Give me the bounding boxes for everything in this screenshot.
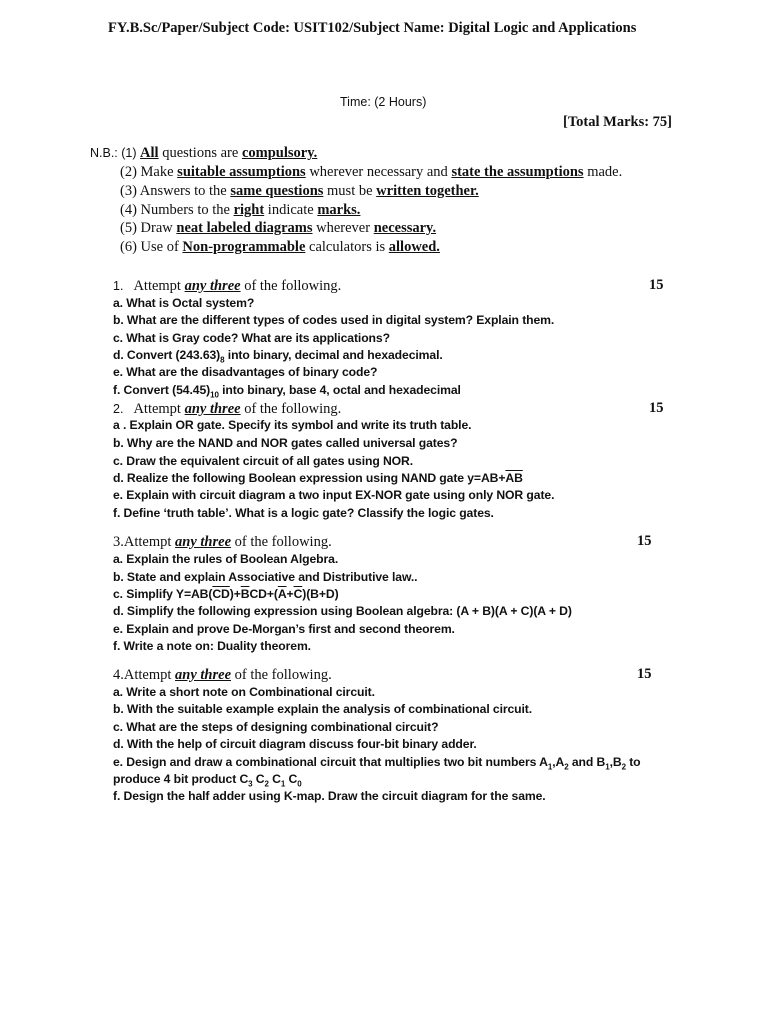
q4-item-a: a. Write a short note on Combinational circuit. xyxy=(113,685,375,699)
q1-item-d: d. Convert $(243.63)_8$ into binary, decimal and hexadecimal. xyxy=(113,348,443,365)
nb-line-5: (5) Draw neat labeled diagrams wherever necessary. xyxy=(120,220,437,236)
nb-line-2: (2) Make suitable assumptions wherever necessary and state the assumptions made. xyxy=(120,164,623,180)
q1-item-a: a. What is Octal system? xyxy=(113,296,255,310)
q4-item-b: b. With the suitable example explain the analysis of combinational circuit. xyxy=(113,702,533,716)
q3-item-d: d. Simplify the following expression using Boolean algebra: (A + B)(A + C)(A + D) xyxy=(113,604,572,618)
q1-heading: 1. Attempt any three of the following. xyxy=(113,278,342,294)
q4-item-f: f. Design the half adder using K-map. Draw the circuit diagram for the same. xyxy=(113,789,546,803)
q3-marks: 15 xyxy=(637,533,652,549)
nb-line-1: N.B.: (1) All questions are compulsory. xyxy=(90,145,318,161)
total-marks: [Total Marks: 75] xyxy=(563,114,673,130)
q3-heading: 3.Attempt any three of the following. xyxy=(113,534,332,550)
paper-title: FY.B.Sc/Paper/Subject Code: USIT102/Subject Name: Digital Logic and Applications xyxy=(108,20,637,36)
nb-line-3: (3) Answers to the same questions must be written together. xyxy=(120,183,479,199)
q2-heading: 2. Attempt any three of the following. xyxy=(113,401,342,417)
exam-time: Time: (2 Hours) xyxy=(340,95,427,109)
q4-item-d: d. With the help of circuit diagram discuss four-bit binary adder. xyxy=(113,737,477,751)
q1-item-f: f. Convert $(54.45)_{10}$ into binary, base 4, octal and hexadecimal xyxy=(113,383,461,400)
q1-item-b: b. What are the different types of codes used in digital system? Explain them. xyxy=(113,313,555,327)
q2-item-d: d. Realize the following Boolean expression using NAND gate $y=AB+\overline{AB}$ xyxy=(113,471,523,485)
q4-marks: 15 xyxy=(637,666,652,682)
q4-item-e-line1: e. Design and draw a combinational circuit that multiplies two bit numbers $A_1,A_2$ and $B_1,B_2$ to xyxy=(113,755,641,772)
q3-item-b: b. State and explain Associative and Distributive law.. xyxy=(113,570,418,584)
q3-item-a: a. Explain the rules of Boolean Algebra. xyxy=(113,552,339,566)
nb-line-6: (6) Use of Non-programmable calculators is allowed. xyxy=(120,239,440,255)
q2-marks: 15 xyxy=(649,400,664,416)
q1-item-c: c. What is Gray code? What are its applications? xyxy=(113,331,390,345)
q4-item-c: c. What are the steps of designing combinational circuit? xyxy=(113,720,439,734)
q1-marks: 15 xyxy=(649,277,664,293)
q2-item-e: e. Explain with circuit diagram a two input EX-NOR gate using only NOR gate. xyxy=(113,488,555,502)
q3-item-f: f. Write a note on: Duality theorem. xyxy=(113,639,311,653)
nb-line-4: (4) Numbers to the right indicate marks. xyxy=(120,202,361,218)
q4-heading: 4.Attempt any three of the following. xyxy=(113,667,332,683)
q2-item-a: a . Explain OR gate. Specify its symbol and write its truth table. xyxy=(113,418,472,432)
q2-item-c: c. Draw the equivalent circuit of all gates using NOR. xyxy=(113,454,414,468)
q1-item-e: e. What are the disadvantages of binary code? xyxy=(113,365,378,379)
q2-item-b: b. Why are the NAND and NOR gates called universal gates? xyxy=(113,436,458,450)
q2-item-f: f. Define ‘truth table’. What is a logic gate? Classify the logic gates. xyxy=(113,506,494,520)
q4-item-e-line2: produce 4 bit product $C_3$ $C_2$ $C_1$ $C_0$ xyxy=(113,772,302,789)
q3-item-c: c. Simplify $Y=AB(\overline{CD})+\overline{B}CD+(\overline{A}+\overline{C})(B+D)$ xyxy=(113,587,339,601)
q3-item-e: e. Explain and prove De-Morgan’s first and second theorem. xyxy=(113,622,455,636)
